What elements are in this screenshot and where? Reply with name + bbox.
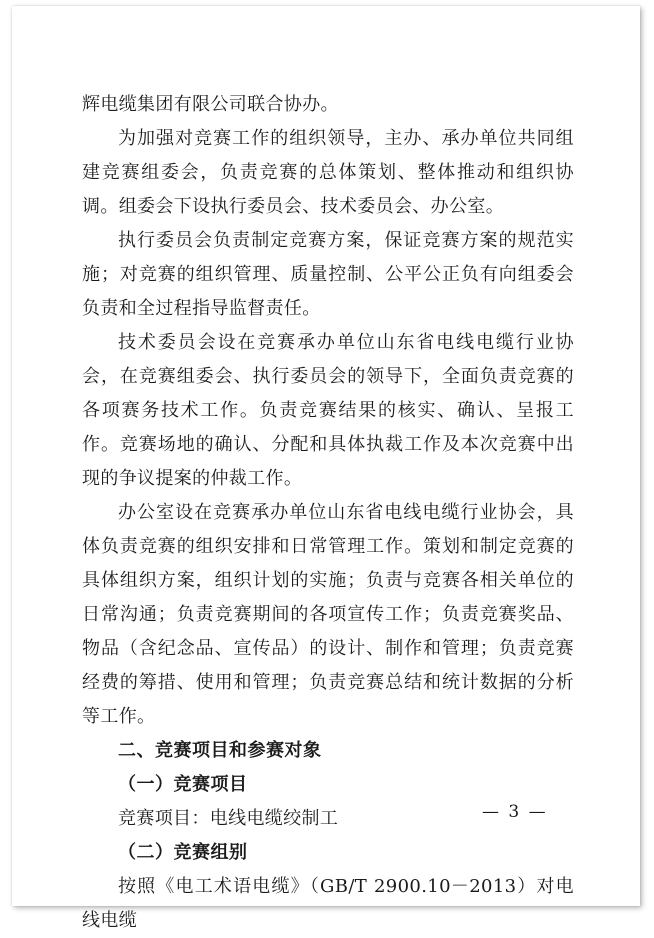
subsection-heading-1: （一）竞赛项目	[118, 774, 248, 795]
paragraph-executive-committee: 执行委员会负责制定竞赛方案，保证竞赛方案的规范实施；对竞赛的组织管理、质量控制、公平公正负有向组委会负责和全过程指导监督责任。	[82, 230, 574, 319]
paragraph-office: 办公室设在竞赛承办单位山东省电线电缆行业协会，具体负责竞赛的组织安排和日常管理工作。策划和制定竞赛的具体组织方案，组织计划的实施；负责与竞赛各相关单位的日常沟通；负责竞赛期间的各项宣传工作；负责竞赛奖品、物品（含纪念品、宣传品）的设计、制作和管理；负责竞赛经费的筹措、使用和管理；负责竞赛总结和统计数据的分析等工作。	[82, 502, 574, 727]
document-page	[12, 6, 640, 931]
paragraph-continued: 辉电缆集团有限公司联合协办。	[82, 94, 339, 115]
subsection-heading-2: （二）竞赛组别	[118, 842, 248, 863]
paragraph-organizing-committee: 为加强对竞赛工作的组织领导，主办、承办单位共同组建竞赛组委会，负责竞赛的总体策划、整体推动和组织协调。组委会下设执行委员会、技术委员会、办公室。	[82, 128, 574, 217]
paragraph-competition-item: 竞赛项目：电线电缆绞制工	[118, 808, 339, 829]
paragraph-technical-committee: 技术委员会设在竞赛承办单位山东省电线电缆行业协会，在竞赛组委会、执行委员会的领导下，全面负责竞赛的各项赛务技术工作。负责竞赛结果的核实、确认、呈报工作。竞赛场地的确认、分配和具体执裁工作及本次竞赛中出现的争议提案的仲裁工作。	[82, 332, 574, 489]
section-heading-2: 二、竞赛项目和参赛对象	[118, 740, 322, 761]
paragraph-standard-reference: 按照《电工术语电缆》（GB/T 2900.10－2013）对电线电缆	[82, 876, 574, 931]
page-number: — 3 —	[482, 802, 548, 822]
